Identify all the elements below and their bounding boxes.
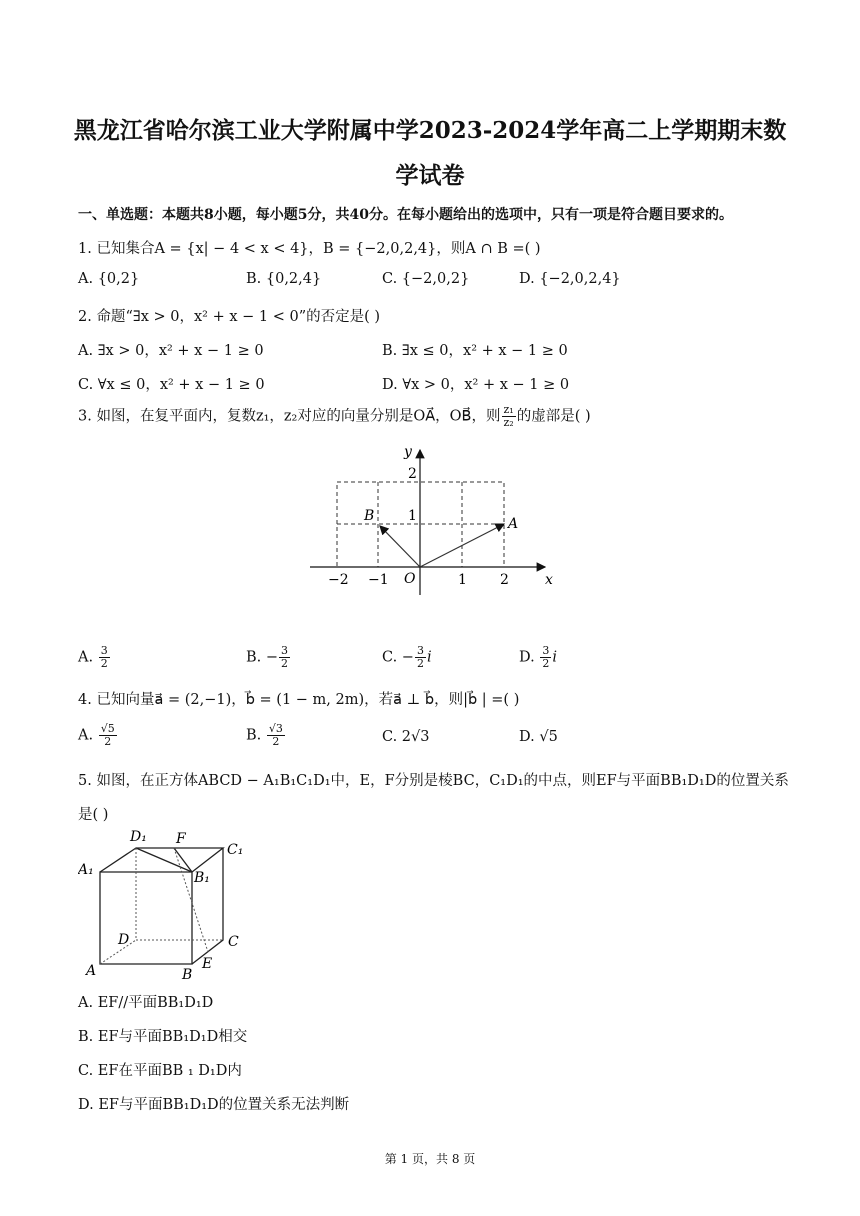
q5-option-b: B. EF与平面BB₁D₁D相交: [78, 1029, 248, 1045]
q3-option-a-letter: A.: [78, 649, 94, 666]
q3-option-c-post: i: [426, 649, 432, 666]
section-heading: 一、单选题：本题共8小题，每小题5分，共40分。在每小题给出的选项中，只有一项是符合题目要求的。: [78, 207, 733, 223]
q3-option-b-letter: B.: [246, 649, 262, 666]
q3-frac-den: z₂: [503, 416, 514, 429]
q5-option-a: A. EF//平面BB₁D₁D: [78, 995, 214, 1011]
q4-option-d: [519, 729, 558, 745]
q4-option-c-text: 2√3: [401, 729, 430, 745]
page-footer: 第 1 页，共 8 页: [384, 1152, 476, 1166]
label-b: B: [182, 967, 193, 981]
label-c1: C₁: [227, 842, 244, 858]
q4-option-c: [382, 729, 430, 745]
q4-stem: 4. 已知向量a⃗ = (2,−1)，b⃗ = (1 − m, 2m)，若a⃗ ⊥ b⃗，则|b⃗ | =( ): [78, 692, 520, 708]
q3-option-b-den: 2: [281, 657, 289, 670]
q3-option-d-fraction: [540, 645, 551, 670]
q3-option-c-letter: C.: [382, 649, 398, 666]
q3-option-c: [382, 645, 432, 670]
q3-stem-prefix: 3. 如图，在复平面内，复数z₁，z₂对应的向量分别是OA⃗，OB⃗，则: [78, 408, 501, 425]
q3-option-d-den: 2: [542, 657, 550, 670]
q1-option-b: B. {0,2,4}: [246, 271, 322, 287]
q3-option-d-letter: D.: [519, 649, 535, 666]
q2-option-d: D. ∀x > 0，x² + x − 1 ≥ 0: [382, 377, 570, 393]
q3-option-c-pre: −: [401, 649, 414, 666]
q3-option-d: [519, 645, 557, 670]
origin-label: O: [404, 571, 416, 587]
label-e: E: [202, 956, 213, 972]
label-f: F: [176, 831, 186, 847]
q4-option-a-den: 2: [104, 735, 112, 748]
label-b1: B₁: [194, 870, 210, 886]
q4-option-d-letter: D.: [519, 729, 535, 745]
q2-option-a: A. ∃x > 0，x² + x − 1 ≥ 0: [78, 343, 264, 359]
q3-option-c-den: 2: [416, 657, 424, 670]
q3-option-d-post: i: [552, 649, 557, 666]
q4-option-b-letter: B.: [246, 727, 262, 744]
q3-option-a-num: 3: [100, 644, 108, 657]
q3-option-b: [246, 645, 291, 670]
cube-figure: [78, 826, 258, 981]
q3-option-a: [78, 645, 111, 670]
q3-option-c-num: 3: [416, 644, 424, 657]
label-a1: A₁: [78, 862, 94, 878]
q3-option-c-fraction: [415, 645, 426, 670]
q3-stem: [78, 404, 591, 429]
label-d1: D₁: [130, 829, 147, 845]
q1-stem: 1. 已知集合A = {x| − 4 < x < 4}，B = {−2,0,2,4}，则A ∩ B =( ): [78, 241, 541, 257]
page-title-line2: 学试卷: [395, 162, 465, 189]
page-title-line1: 黑龙江省哈尔滨工业大学附属中学2023-2024学年高二上学期期末数: [73, 117, 787, 144]
y-axis-label: y: [404, 444, 412, 460]
q2-stem: 2. 命题“∃x > 0，x² + x − 1 < 0”的否定是( ): [78, 309, 381, 325]
tick-y-2: 2: [408, 466, 417, 482]
q3-stem-suffix: 的虚部是( ): [516, 408, 591, 425]
tick-x-neg2: −2: [328, 572, 349, 588]
vector-ob: [380, 526, 420, 567]
tick-x-1: 1: [458, 572, 467, 588]
point-a-label: A: [508, 516, 519, 532]
q4-option-d-text: √5: [539, 729, 558, 745]
label-c: C: [228, 934, 239, 950]
label-a: A: [86, 963, 97, 979]
x-axis-label: x: [545, 572, 553, 588]
q4-option-b-fraction: [267, 723, 285, 748]
q5-option-c: C. EF在平面BB ₁ D₁D内: [78, 1063, 242, 1079]
q4-option-b: [246, 723, 286, 748]
q3-option-b-fraction: [279, 645, 290, 670]
q2-option-c: C. ∀x ≤ 0，x² + x − 1 ≥ 0: [78, 377, 265, 393]
q3-option-b-pre: −: [265, 649, 279, 666]
q1-option-c: C. {−2,0,2}: [382, 271, 470, 287]
q3-frac-num: z₁: [503, 403, 514, 416]
complex-plane-figure: [300, 440, 560, 605]
q5-stem-line2: 是( ): [78, 807, 109, 823]
point-b-label: B: [364, 508, 375, 524]
q3-stem-fraction: [502, 404, 516, 429]
tick-x-neg1: −1: [368, 572, 389, 588]
q4-option-b-num: √3: [268, 722, 283, 735]
q1-option-a: A. {0,2}: [78, 271, 140, 287]
q4-option-a: [78, 723, 118, 748]
tick-x-2: 2: [500, 572, 509, 588]
q4-option-b-den: 2: [272, 735, 280, 748]
q1-option-d: D. {−2,0,2,4}: [519, 271, 621, 287]
q3-option-a-fraction: [99, 645, 110, 670]
q4-option-a-fraction: [99, 723, 117, 748]
q4-option-c-letter: C.: [382, 729, 398, 745]
q4-option-a-letter: A.: [78, 727, 94, 744]
label-d: D: [118, 932, 130, 948]
q3-option-b-num: 3: [281, 644, 289, 657]
q2-option-b: B. ∃x ≤ 0，x² + x − 1 ≥ 0: [382, 343, 568, 359]
q5-stem-line1: 5. 如图，在正方体ABCD − A₁B₁C₁D₁中，E，F分别是棱BC，C₁D₁的中点，则EF与平面BB₁D₁D的位置关系: [78, 773, 789, 789]
q3-option-a-den: 2: [100, 657, 108, 670]
tick-y-1: 1: [408, 508, 417, 524]
q3-option-d-num: 3: [542, 644, 550, 657]
q4-option-a-num: √5: [100, 722, 115, 735]
q5-option-d: D. EF与平面BB₁D₁D的位置关系无法判断: [78, 1097, 350, 1113]
